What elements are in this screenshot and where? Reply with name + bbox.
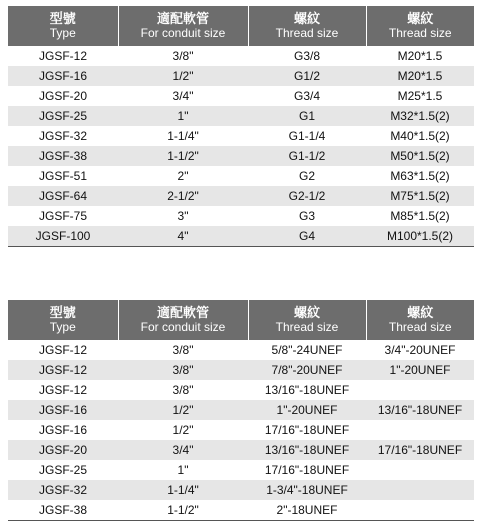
cell-type: JGSF-25 xyxy=(38,463,87,477)
table-row xyxy=(8,420,474,440)
cell-thread-size: 13/16"-18UNEF xyxy=(248,440,366,460)
header-thread-size-metric: 螺紋 Thread size xyxy=(366,6,474,46)
cell-thread-size: 7/8"-20UNEF xyxy=(248,360,366,380)
cell-thread-size: 5/8"-24UNEF xyxy=(271,343,343,357)
cell-thread-size: G1-1/4 xyxy=(288,129,326,143)
cell-conduit-size: 1/2" xyxy=(172,423,194,437)
cell-conduit-size: 1-1/4" xyxy=(118,480,248,500)
cell-thread-size-alt: M50*1.5(2) xyxy=(366,146,474,166)
cell-type: JGSF-32 xyxy=(8,480,118,500)
thread-spec-table-2 xyxy=(8,300,474,521)
cell-thread-size: G1-1/2 xyxy=(248,146,366,166)
thread-spec-table-1 xyxy=(8,6,474,247)
cell-thread-size-alt: M85*1.5(2) xyxy=(390,209,450,223)
cell-type: JGSF-51 xyxy=(38,169,87,183)
cell-thread-size-alt xyxy=(366,460,474,480)
cell-type: JGSF-38 xyxy=(8,146,118,166)
table-row xyxy=(8,166,474,186)
table-header-row xyxy=(8,6,474,46)
cell-type: JGSF-16 xyxy=(8,66,118,86)
table-row xyxy=(8,186,474,206)
header-thread-size: 螺紋 Thread size xyxy=(248,6,366,46)
cell-thread-size: G1/2 xyxy=(248,66,366,86)
table-row xyxy=(8,86,474,106)
cell-thread-size-alt: M100*1.5(2) xyxy=(366,226,474,247)
cell-type: JGSF-32 xyxy=(38,129,87,143)
cell-type: JGSF-64 xyxy=(8,186,118,206)
cell-type: JGSF-25 xyxy=(8,106,118,126)
cell-type: JGSF-12 xyxy=(8,360,118,380)
cell-thread-size: G1 xyxy=(248,106,366,126)
cell-type: JGSF-38 xyxy=(8,500,118,521)
table-row xyxy=(8,440,474,460)
table-row xyxy=(8,226,474,247)
cell-thread-size-alt: 13/16"-18UNEF xyxy=(366,400,474,420)
cell-conduit-size: 3/8" xyxy=(172,383,194,397)
table-row xyxy=(8,500,474,521)
table-row xyxy=(8,46,474,66)
cell-thread-size: G3/8 xyxy=(293,49,320,63)
header-conduit-size: 適配軟管 For conduit size xyxy=(118,300,248,340)
table-row xyxy=(8,460,474,480)
table-row xyxy=(8,400,474,420)
cell-type: JGSF-20 xyxy=(8,440,118,460)
header-type: 型號 Type xyxy=(8,6,118,46)
cell-thread-size: G2-1/2 xyxy=(248,186,366,206)
cell-conduit-size: 1-1/2" xyxy=(118,500,248,521)
cell-conduit-size: 1" xyxy=(177,463,189,477)
header-conduit-size: 適配軟管 For conduit size xyxy=(118,6,248,46)
cell-thread-size: G2 xyxy=(298,169,315,183)
cell-type: JGSF-16 xyxy=(38,423,87,437)
cell-thread-size: 17/16"-18UNEF xyxy=(264,423,350,437)
cell-thread-size: G4 xyxy=(248,226,366,247)
table-row xyxy=(8,146,474,166)
table-header-row xyxy=(8,300,474,340)
cell-conduit-size: 1" xyxy=(118,106,248,126)
cell-thread-size: 2"-18UNEF xyxy=(248,500,366,521)
cell-type: JGSF-12 xyxy=(38,383,87,397)
header-thread-size: 螺紋 Thread size xyxy=(248,300,366,340)
cell-conduit-size: 2-1/2" xyxy=(118,186,248,206)
cell-thread-size-alt: M63*1.5(2) xyxy=(390,169,450,183)
cell-thread-size-alt: 17/16"-18UNEF xyxy=(366,440,474,460)
cell-conduit-size: 3/4" xyxy=(172,89,194,103)
cell-thread-size-alt: M40*1.5(2) xyxy=(390,129,450,143)
cell-type: JGSF-100 xyxy=(8,226,118,247)
cell-thread-size-alt: 3/4"-20UNEF xyxy=(384,343,456,357)
table-row xyxy=(8,340,474,360)
cell-conduit-size: 3" xyxy=(177,209,189,223)
cell-conduit-size: 1/2" xyxy=(118,400,248,420)
table-row xyxy=(8,126,474,146)
cell-thread-size: 1-3/4"-18UNEF xyxy=(248,480,366,500)
cell-conduit-size: 1-1/4" xyxy=(167,129,199,143)
table-row xyxy=(8,380,474,400)
cell-thread-size-alt: M25*1.5 xyxy=(397,89,443,103)
table-row xyxy=(8,480,474,500)
cell-conduit-size: 4" xyxy=(118,226,248,247)
cell-thread-size-alt: 1"-20UNEF xyxy=(366,360,474,380)
cell-thread-size-alt xyxy=(366,500,474,521)
cell-conduit-size: 3/8" xyxy=(172,343,194,357)
table-row xyxy=(8,206,474,226)
cell-type: JGSF-12 xyxy=(38,343,87,357)
cell-thread-size-alt: M75*1.5(2) xyxy=(366,186,474,206)
cell-thread-size: 1"-20UNEF xyxy=(248,400,366,420)
cell-conduit-size: 3/4" xyxy=(118,440,248,460)
cell-thread-size: 13/16"-18UNEF xyxy=(264,383,350,397)
cell-thread-size-alt xyxy=(366,380,474,400)
cell-conduit-size: 3/8" xyxy=(118,360,248,380)
cell-thread-size-alt: M32*1.5(2) xyxy=(366,106,474,126)
cell-thread-size: G3/4 xyxy=(293,89,320,103)
cell-thread-size-alt xyxy=(366,420,474,440)
table-row xyxy=(8,360,474,380)
cell-conduit-size: 3/8" xyxy=(172,49,194,63)
cell-conduit-size: 1/2" xyxy=(118,66,248,86)
table-row xyxy=(8,66,474,86)
cell-type: JGSF-75 xyxy=(38,209,87,223)
header-type: 型號 Type xyxy=(8,300,118,340)
table-row xyxy=(8,106,474,126)
header-thread-size-unef: 螺紋 Thread size xyxy=(366,300,474,340)
cell-conduit-size: 2" xyxy=(177,169,189,183)
cell-type: JGSF-16 xyxy=(8,400,118,420)
cell-type: JGSF-12 xyxy=(38,49,87,63)
cell-thread-size-alt xyxy=(366,480,474,500)
cell-type: JGSF-20 xyxy=(38,89,87,103)
cell-thread-size-alt: M20*1.5 xyxy=(397,49,443,63)
cell-thread-size: G3 xyxy=(298,209,315,223)
cell-thread-size-alt: M20*1.5 xyxy=(366,66,474,86)
cell-conduit-size: 1-1/2" xyxy=(118,146,248,166)
cell-thread-size: 17/16"-18UNEF xyxy=(264,463,350,477)
